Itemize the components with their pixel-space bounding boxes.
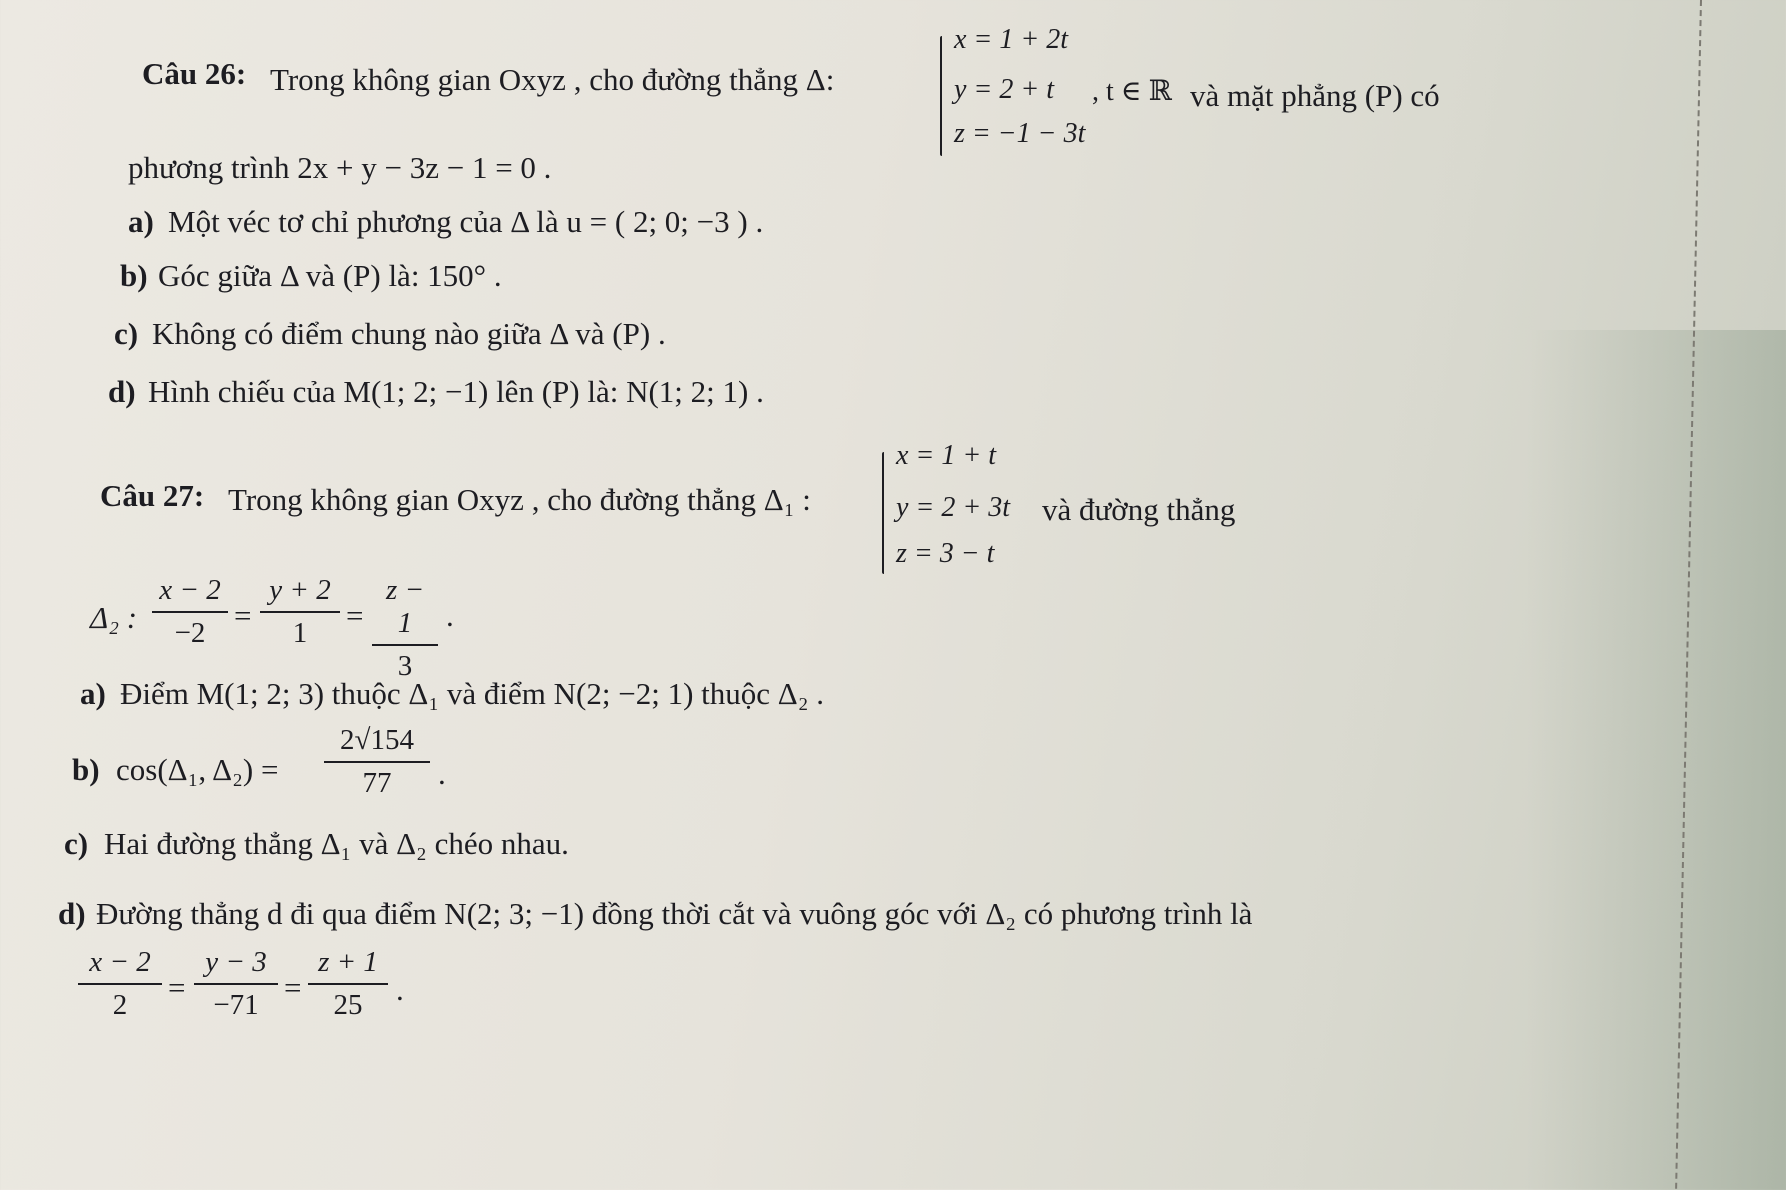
equals-sign: = — [168, 970, 186, 1005]
ans-frac2-num: y − 3 — [205, 946, 267, 978]
q27-a-label: a) — [80, 676, 106, 711]
q26-eq-y: y = 2 + t — [954, 74, 1054, 105]
q26-eq-z: z = −1 − 3t — [954, 118, 1086, 149]
q26-param: , t ∈ ℝ — [1092, 76, 1172, 107]
ans-frac3-num: z + 1 — [318, 946, 378, 978]
ans-frac2-den: −71 — [213, 989, 259, 1021]
q27-d2-fraction-y — [258, 574, 342, 650]
q27-d2-fraction-z — [370, 574, 440, 683]
q27-header: Câu 27: — [100, 478, 205, 513]
answer-fraction-y — [192, 946, 280, 1022]
q27-d-label: d) — [58, 896, 86, 931]
page-shadow — [1526, 330, 1786, 1190]
q26-plane-text: và mặt phẳng (P) có — [1190, 78, 1440, 113]
q27-intro: Trong không gian Oxyz , cho đường thẳng Δ₁ : — [228, 482, 811, 517]
period: . — [446, 598, 454, 633]
q26-b-text: Góc giữa Δ và (P) là: 150° . — [158, 258, 502, 293]
q27-eq-z: z = 3 − t — [896, 538, 995, 569]
q27-delta2-label: Δ₂ : — [90, 600, 138, 635]
q27-b-label: b) — [72, 752, 100, 787]
equals-sign: = — [234, 598, 252, 633]
q27-b-frac-den: 77 — [362, 767, 392, 799]
q26-a-text: Một véc tơ chỉ phương của Δ là u = ( 2; 0; −3 ) . — [168, 204, 764, 239]
q27-d2-frac1-num: x − 2 — [159, 574, 221, 606]
q27-after-system: và đường thẳng — [1042, 492, 1236, 527]
q26-b-label: b) — [120, 258, 148, 293]
q27-c-label: c) — [64, 826, 89, 861]
q26-a-label: a) — [128, 204, 154, 239]
q27-d2-frac3-den: 3 — [397, 650, 413, 682]
q27-b-frac-num: 2√154 — [340, 724, 414, 756]
q27-system-brace — [882, 452, 884, 574]
equals-sign: = — [284, 970, 302, 1005]
q26-c-label: c) — [114, 316, 139, 351]
q27-d2-frac3-num: z − 1 — [385, 574, 425, 639]
q27-d-text: Đường thẳng d đi qua điểm N(2; 3; −1) đồng thời cắt và vuông góc với Δ₂ có phương trình là — [96, 896, 1253, 931]
q26-c-text: Không có điểm chung nào giữa Δ và (P) . — [152, 316, 666, 351]
q27-eq-x: x = 1 + t — [896, 440, 996, 471]
q26-eq-x: x = 1 + 2t — [954, 24, 1068, 55]
q26-system-brace — [940, 36, 942, 156]
period: . — [438, 756, 446, 791]
answer-fraction-x — [76, 946, 164, 1022]
equals-sign: = — [346, 598, 364, 633]
q26-d-text: Hình chiếu của M(1; 2; −1) lên (P) là: N(1; 2; 1) . — [148, 374, 764, 409]
q27-d2-frac2-den: 1 — [292, 617, 308, 649]
ans-frac1-den: 2 — [112, 989, 128, 1021]
ans-frac1-num: x − 2 — [89, 946, 151, 978]
q26-d-label: d) — [108, 374, 136, 409]
q27-b-fraction — [322, 724, 432, 800]
q26-header: Câu 26: — [142, 56, 247, 91]
answer-fraction-z — [306, 946, 390, 1022]
q27-a-text: Điểm M(1; 2; 3) thuộc Δ₁ và điểm N(2; −2; 1) thuộc Δ₂ . — [120, 676, 825, 711]
period: . — [396, 972, 404, 1007]
q27-eq-y: y = 2 + 3t — [896, 492, 1010, 523]
q27-d2-frac1-den: −2 — [174, 617, 206, 649]
q26-intro: Trong không gian Oxyz , cho đường thẳng Δ: — [270, 62, 835, 97]
q27-b-prefix: cos(Δ₁, Δ₂) = — [116, 752, 279, 787]
q26-line2: phương trình 2x + y − 3z − 1 = 0 . — [128, 150, 552, 185]
q27-c-text: Hai đường thẳng Δ₁ và Δ₂ chéo nhau. — [104, 826, 569, 861]
q27-d2-frac2-num: y + 2 — [269, 574, 331, 606]
q27-d2-fraction-x — [150, 574, 230, 650]
ans-frac3-den: 25 — [333, 989, 363, 1021]
